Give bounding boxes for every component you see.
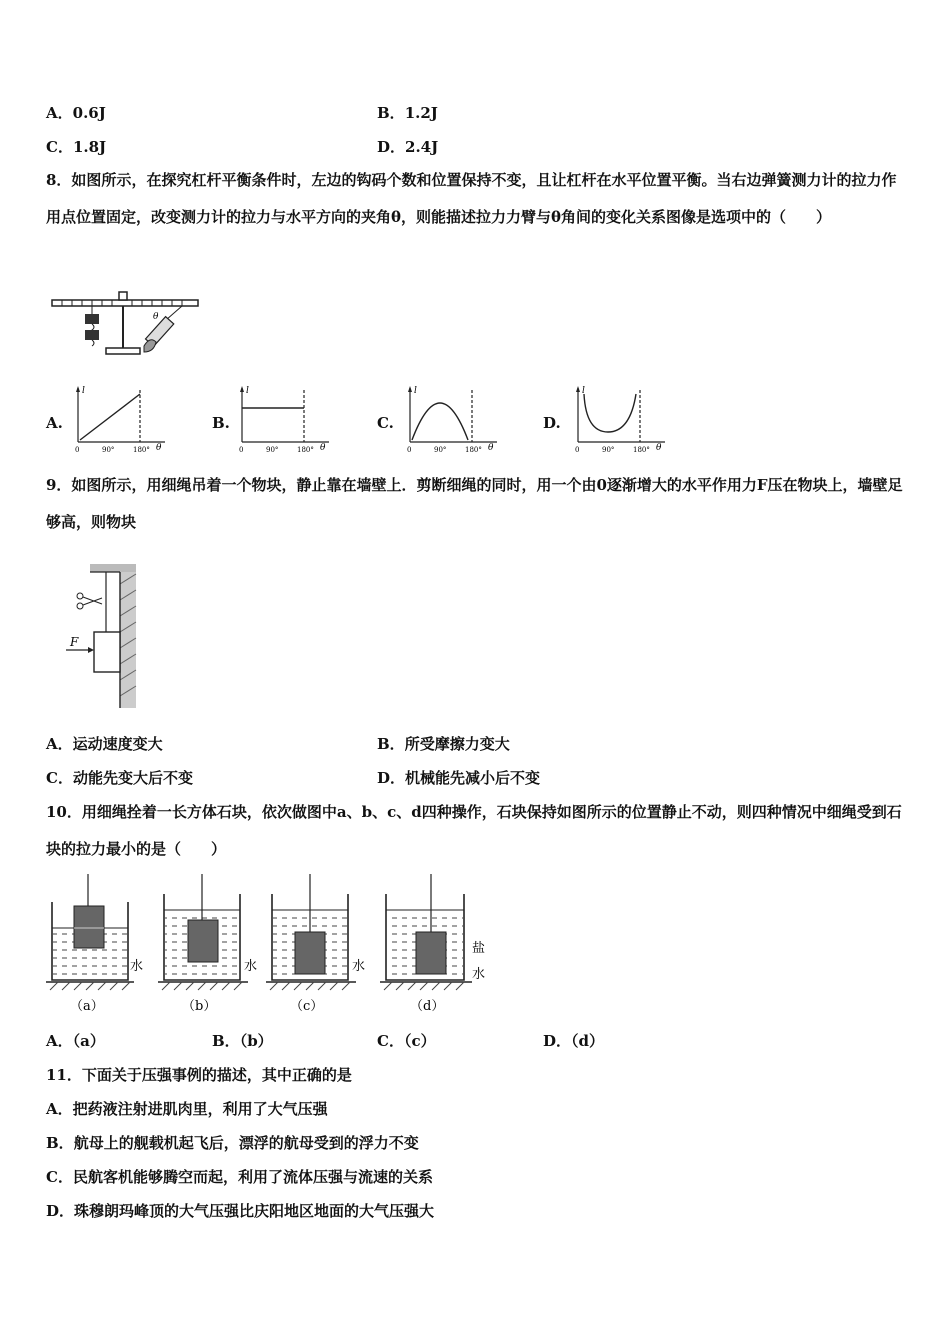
q9-stem: 9．如图所示，用细绳吊着一个物块，静止靠在墙壁上．剪断细绳的同时，用一个由0逐渐增大的水平作用力F压在物块上，墙壁足够高，则物块 — [46, 476, 903, 531]
graph-d-x-label: θ — [656, 443, 662, 453]
beaker-b-caption: （b） — [182, 999, 217, 1014]
q7-option-c: C．1.8J — [46, 138, 107, 156]
q11-option-a: A．把药液注射进肌肉里，利用了大气压强 — [46, 1100, 328, 1118]
beaker-b — [164, 874, 257, 1014]
beaker-d-liquid-label-1: 盐 — [472, 941, 486, 956]
graph-b-tick-180: 180° — [297, 446, 314, 454]
q8-option-b-label: B. — [212, 414, 230, 432]
q9-option-b: B．所受摩擦力变大 — [377, 735, 510, 753]
q11-option-b: B．航母上的舰载机起飞后，漂浮的航母受到的浮力不变 — [46, 1134, 419, 1152]
beaker-diagram — [40, 874, 500, 1019]
graph-c-tick-180: 180° — [465, 446, 482, 454]
graph-d-y-label: l — [582, 386, 585, 396]
q7-option-b: B．1.2J — [377, 104, 438, 122]
graph-b — [234, 384, 334, 456]
scissors-icon — [77, 593, 102, 609]
q7-option-d: D．2.4J — [377, 138, 439, 156]
graph-c-tick-0: 0 — [407, 446, 412, 454]
force-label: F — [70, 635, 79, 649]
q10-option-a: A．（a） — [46, 1032, 105, 1050]
graph-b-tick-90: 90° — [266, 446, 279, 454]
graph-a-x-label: θ — [156, 443, 162, 453]
graph-a-y-label: l — [82, 386, 85, 396]
graph-a — [70, 384, 170, 456]
q9-option-c: C．动能先变大后不变 — [46, 769, 193, 787]
beaker-c-liquid-label: 水 — [352, 959, 366, 974]
lever-diagram — [48, 290, 208, 365]
q10-option-c: C．（c） — [377, 1032, 436, 1050]
graph-b-x-label: θ — [320, 443, 326, 453]
graph-a-tick-0: 0 — [75, 446, 80, 454]
q8-option-d-label: D. — [543, 414, 561, 432]
q8-stem: 8．如图所示，在探究杠杆平衡条件时，左边的钩码个数和位置保持不变，且让杠杆在水平位置平衡。当右边弹簧测力计的拉力作用点位置固定，改变测力计的拉力与水平方向的夹角θ，则能描述拉力力臂与θ角间的变化关系图像是选项中的（ ） — [46, 171, 897, 226]
graph-b-y-label: l — [246, 386, 249, 396]
graph-d — [570, 384, 670, 456]
q7-option-a: A．0.6J — [46, 104, 106, 122]
graph-c-x-label: θ — [488, 443, 494, 453]
q11-option-c: C．民航客机能够腾空而起，利用了流体压强与流速的关系 — [46, 1168, 433, 1186]
q8-option-a-label: A. — [46, 414, 63, 432]
beaker-c-caption: （c） — [290, 999, 324, 1014]
q10-option-b: B．（b） — [212, 1032, 273, 1050]
beaker-d-liquid-label-2: 水 — [472, 967, 486, 982]
beaker-b-liquid-label: 水 — [244, 959, 258, 974]
lever-theta-label: θ — [153, 312, 159, 322]
graph-c — [402, 384, 502, 456]
q9-option-d: D．机械能先减小后不变 — [377, 769, 541, 787]
q10-option-d: D．（d） — [543, 1032, 605, 1050]
beaker-d-caption: （d） — [410, 999, 445, 1014]
beaker-a-liquid-label: 水 — [130, 959, 144, 974]
q10-stem: 10．用细绳拴着一长方体石块，依次做图中a、b、c、d四种操作，石块保持如图所示的位置静止不动，则四种情况中细绳受到石块的拉力最小的是（ ） — [46, 803, 902, 858]
q11-option-d: D．珠穆朗玛峰顶的大气压强比庆阳地区地面的大气压强大 — [46, 1202, 435, 1220]
graph-d-tick-180: 180° — [633, 446, 650, 454]
q11-stem: 11．下面关于压强事例的描述，其中正确的是 — [46, 1066, 352, 1084]
beaker-a-caption: （a） — [70, 999, 104, 1014]
wall-block-diagram — [60, 562, 150, 712]
graph-c-tick-90: 90° — [434, 446, 447, 454]
graph-a-tick-180: 180° — [133, 446, 150, 454]
graph-d-tick-0: 0 — [575, 446, 580, 454]
q9-option-a: A．运动速度变大 — [46, 735, 163, 753]
beaker-c — [272, 874, 365, 1014]
graph-b-tick-0: 0 — [239, 446, 244, 454]
beaker-d — [386, 874, 485, 1014]
graph-d-tick-90: 90° — [602, 446, 615, 454]
beaker-a — [52, 874, 143, 1014]
q8-option-c-label: C. — [377, 414, 394, 432]
graph-a-tick-90: 90° — [102, 446, 115, 454]
graph-c-y-label: l — [414, 386, 417, 396]
